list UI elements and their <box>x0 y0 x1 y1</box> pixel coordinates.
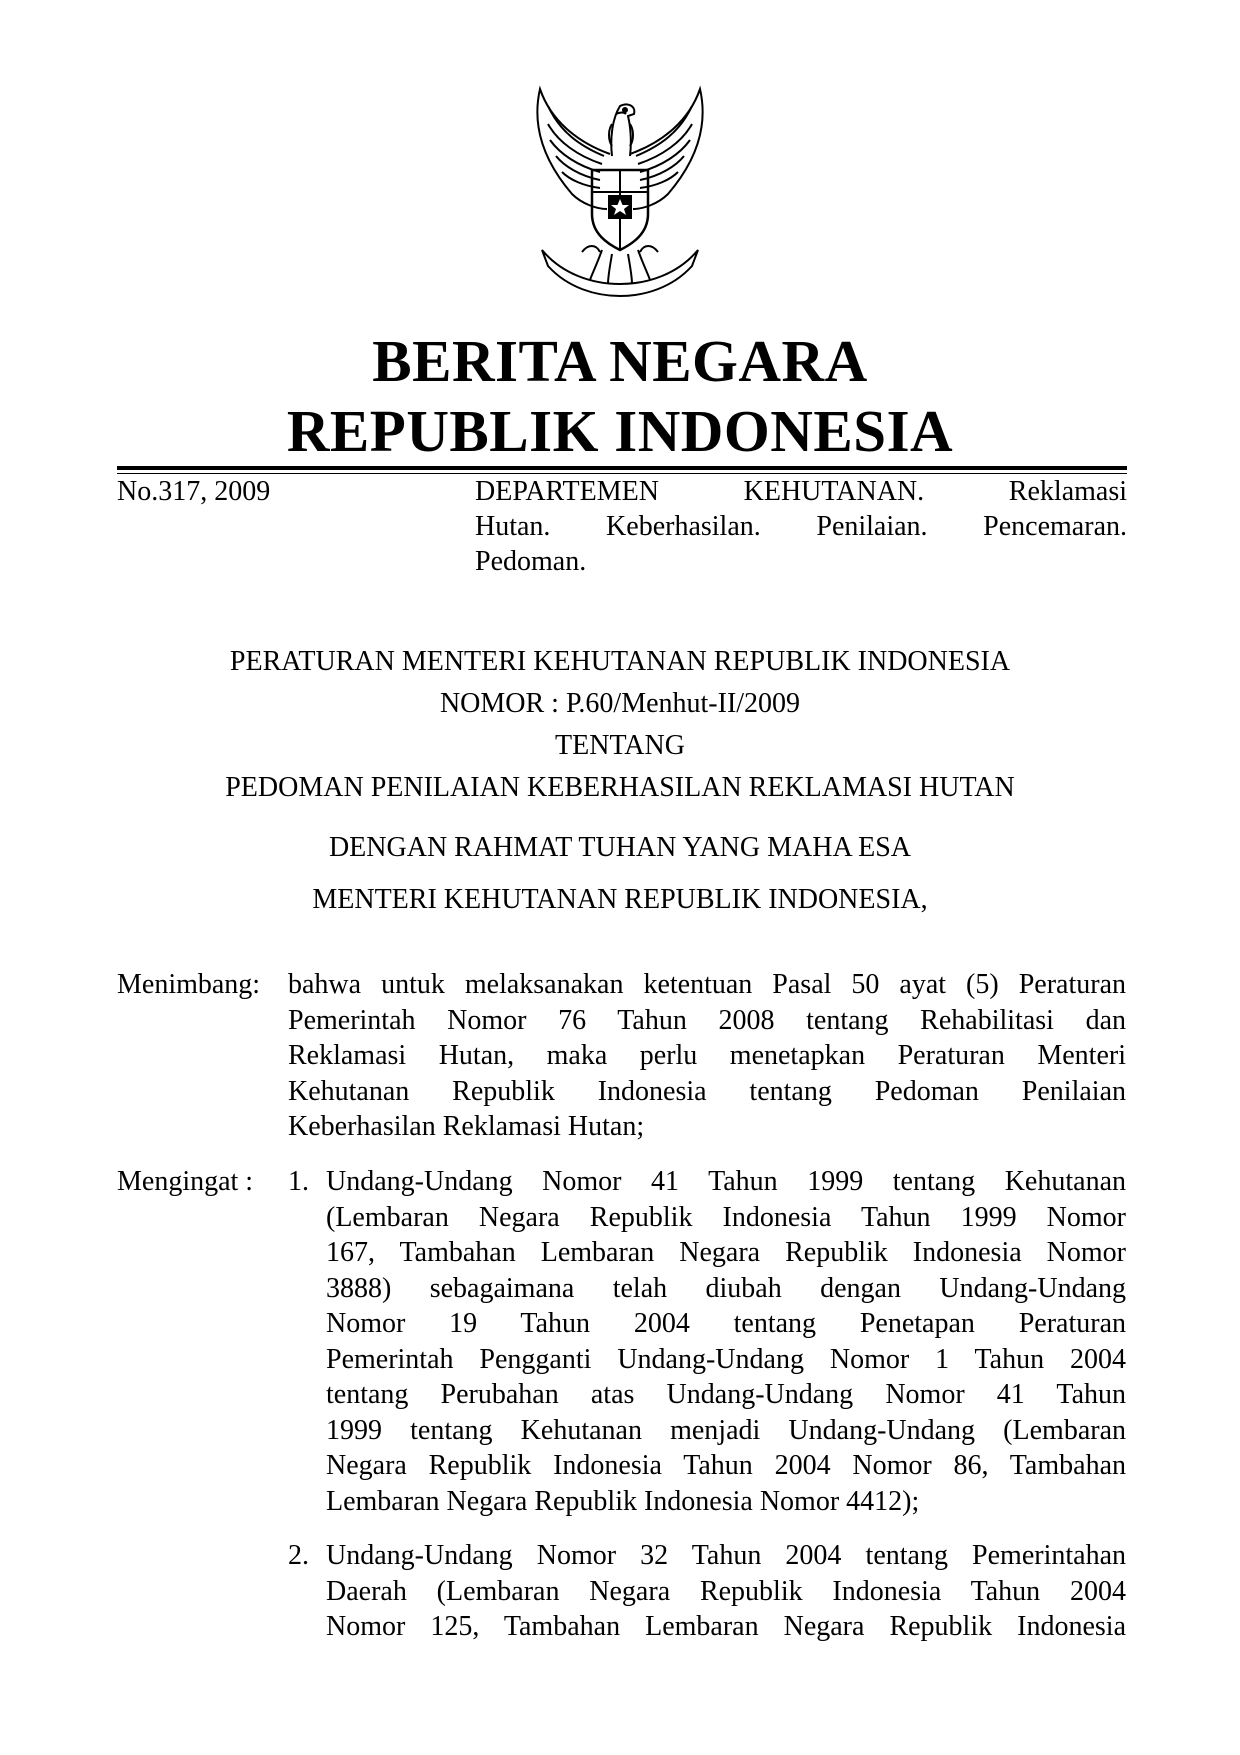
mengingat-line: 3888) sebagaimana telah diubah dengan Undang-Undang <box>326 1272 1126 1304</box>
mengingat-label: Mengingat : <box>117 1166 254 1197</box>
regulation-subject: PEDOMAN PENILAIAN KEBERHASILAN REKLAMASI HUTAN <box>225 772 1015 803</box>
mengingat-line: 1999 tentang Kehutanan menjadi Undang-Undang (Lembaran <box>326 1414 1126 1446</box>
regulation-minister: MENTERI KEHUTANAN REPUBLIK INDONESIA, <box>312 884 928 915</box>
mengingat-item <box>326 1164 1126 1519</box>
mengingat-line: Nomor 125, Tambahan Lembaran Negara Republik Indonesia <box>326 1611 1126 1642</box>
subject-line: DEPARTEMEN KEHUTANAN. Reklamasi <box>475 476 1127 507</box>
mengingat-line: Undang-Undang Nomor 41 Tahun 1999 tentang Kehutanan <box>326 1166 1126 1197</box>
subject-line: Pedoman. <box>475 546 587 577</box>
masthead-subtitle: REPUBLIK INDONESIA <box>286 398 954 464</box>
mengingat-line: tentang Perubahan atas Undang-Undang Nomor 41 Tahun <box>326 1379 1126 1410</box>
regulation-about: TENTANG <box>555 730 685 761</box>
menimbang-line: Pemerintah Nomor 76 Tahun 2008 tentang Rehabilitasi dan <box>288 1004 1126 1036</box>
mengingat-line: Nomor 19 Tahun 2004 tentang Penetapan Peraturan <box>326 1308 1126 1339</box>
mengingat-line: (Lembaran Negara Republik Indonesia Tahun 1999 Nomor <box>326 1201 1126 1233</box>
masthead-rule-thick <box>117 466 1127 470</box>
mengingat-line: Undang-Undang Nomor 32 Tahun 2004 tentang Pemerintahan <box>326 1540 1126 1571</box>
mengingat-line: Daerah (Lembaran Negara Republik Indonesia Tahun 2004 <box>326 1575 1126 1607</box>
regulation-invocation: DENGAN RAHMAT TUHAN YANG MAHA ESA <box>328 832 912 863</box>
menimbang-text <box>288 967 1126 1145</box>
regulation-number: NOMOR : P.60/Menhut-II/2009 <box>439 688 801 719</box>
document-number: No.317, 2009 <box>117 476 271 507</box>
mengingat-line: Negara Republik Indonesia Tahun 2004 Nomor 86, Tambahan <box>326 1450 1126 1481</box>
menimbang-label: Menimbang: <box>117 969 261 1000</box>
regulation-title: PERATURAN MENTERI KEHUTANAN REPUBLIK INDONESIA <box>229 646 1011 677</box>
mengingat-line: Lembaran Negara Republik Indonesia Nomor 4412); <box>326 1485 920 1517</box>
mengingat-item-number: 1. <box>288 1166 309 1197</box>
mengingat-item-number: 2. <box>288 1540 309 1571</box>
menimbang-line: bahwa untuk melaksanakan ketentuan Pasal 50 ayat (5) Peraturan <box>288 969 1126 1000</box>
garuda-icon <box>512 84 728 300</box>
document-subject <box>475 474 1127 579</box>
subject-line: Hutan. Keberhasilan. Penilaian. Pencemaran. <box>475 511 1127 542</box>
menimbang-line: Reklamasi Hutan, maka perlu menetapkan Peraturan Menteri <box>288 1040 1126 1071</box>
mengingat-item <box>326 1538 1126 1645</box>
masthead-title: BERITA NEGARA <box>372 328 868 394</box>
menimbang-line: Kehutanan Republik Indonesia tentang Pedoman Penilaian <box>288 1075 1126 1107</box>
garuda-emblem <box>512 84 728 300</box>
menimbang-line: Keberhasilan Reklamasi Hutan; <box>288 1111 645 1142</box>
mengingat-line: 167, Tambahan Lembaran Negara Republik Indonesia Nomor <box>326 1237 1126 1268</box>
mengingat-line: Pemerintah Pengganti Undang-Undang Nomor 1 Tahun 2004 <box>326 1343 1126 1375</box>
